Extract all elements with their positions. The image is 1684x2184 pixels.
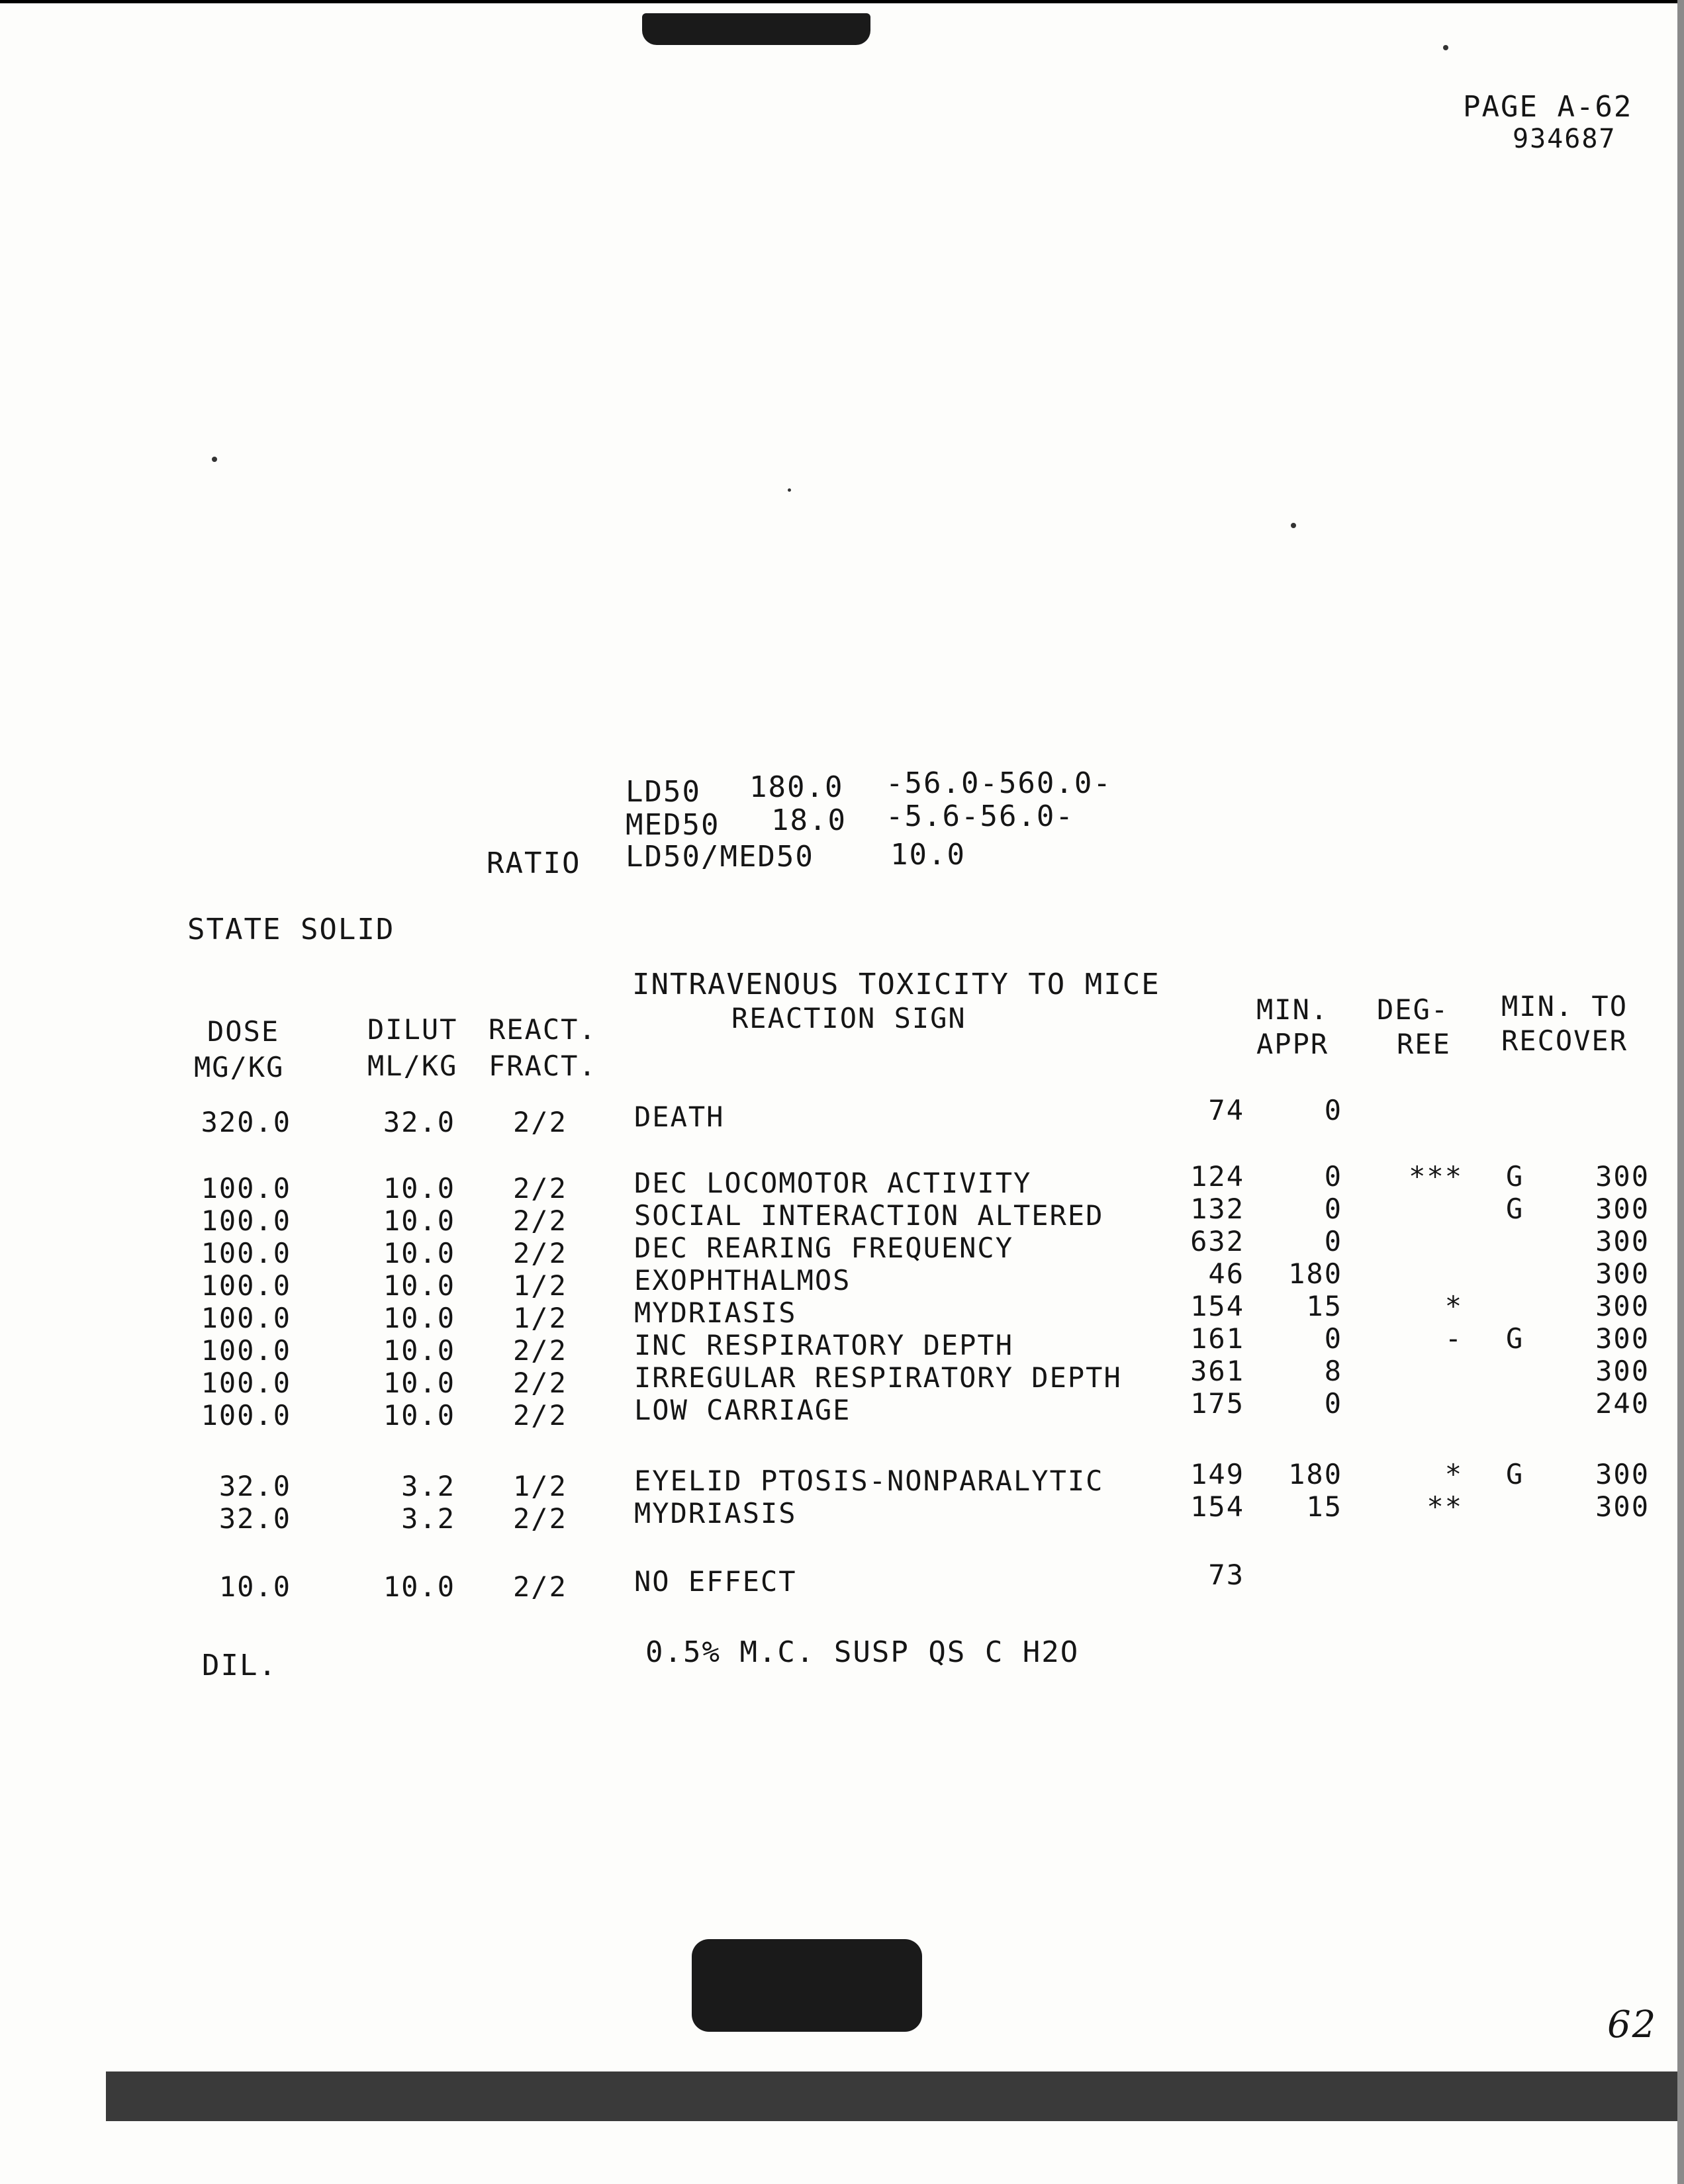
ld50-label: LD50	[626, 775, 701, 809]
cell-min-appr: 0	[1324, 1193, 1342, 1225]
cell-sign-code: 632	[1190, 1225, 1244, 1257]
cell-dilut: 10.0	[383, 1302, 455, 1334]
cell-degree: -	[1444, 1322, 1463, 1355]
header-dilut: DILUT	[367, 1013, 458, 1046]
ld50-range: -56.0-560.0-	[886, 766, 1112, 800]
header-reaction-sign: REACTION SIGN	[731, 1002, 966, 1034]
cell-fraction: 2/2	[513, 1367, 567, 1399]
ratio-value: 10.0	[890, 838, 966, 872]
cell-dose: 100.0	[201, 1269, 291, 1302]
cell-sign-code: 46	[1208, 1257, 1244, 1290]
cell-grade: G	[1506, 1160, 1524, 1193]
cell-min-appr: 0	[1324, 1160, 1342, 1193]
cell-dilut: 10.0	[383, 1334, 455, 1367]
header-min-to: MIN. TO	[1501, 990, 1628, 1023]
cell-dilut: 3.2	[401, 1502, 455, 1535]
cell-reaction-sign: MYDRIASIS	[634, 1497, 797, 1529]
cell-dose: 100.0	[201, 1237, 291, 1269]
right-scan-edge	[1677, 0, 1684, 2184]
page-label: PAGE A-62	[1463, 90, 1633, 124]
cell-sign-code: 175	[1190, 1387, 1244, 1420]
cell-reaction-sign: DEATH	[634, 1101, 725, 1133]
cell-min-recover: 300	[1595, 1225, 1650, 1257]
cell-min-recover: 300	[1595, 1290, 1650, 1322]
ratio-expression: LD50/MED50	[626, 840, 814, 874]
cell-min-recover: 300	[1595, 1458, 1650, 1490]
handwritten-page-number: 62	[1607, 2003, 1658, 2046]
cell-dose: 10.0	[218, 1570, 291, 1603]
header-fract: FRACT.	[489, 1050, 597, 1082]
top-scan-edge	[0, 0, 1684, 3]
dil-value: 0.5% M.C. SUSP QS C H2O	[645, 1635, 1080, 1669]
cell-grade: G	[1506, 1458, 1524, 1490]
cell-dilut: 10.0	[383, 1399, 455, 1432]
cell-degree: *	[1444, 1290, 1463, 1322]
cell-min-appr: 8	[1324, 1355, 1342, 1387]
cell-dilut: 10.0	[383, 1205, 455, 1237]
cell-sign-code: 124	[1190, 1160, 1244, 1193]
cell-min-appr: 180	[1288, 1458, 1342, 1490]
cell-min-appr: 0	[1324, 1225, 1342, 1257]
cell-dose: 100.0	[201, 1399, 291, 1432]
cell-dose: 100.0	[201, 1302, 291, 1334]
cell-min-appr: 0	[1324, 1322, 1342, 1355]
cell-fraction: 1/2	[513, 1302, 567, 1334]
cell-dose: 320.0	[201, 1106, 291, 1138]
cell-sign-code: 361	[1190, 1355, 1244, 1387]
cell-degree: *	[1444, 1458, 1463, 1490]
cell-sign-code: 161	[1190, 1322, 1244, 1355]
cell-degree: **	[1427, 1490, 1463, 1523]
ld50-value: 180.0	[749, 770, 844, 804]
cell-fraction: 2/2	[513, 1106, 567, 1138]
cell-min-appr: 15	[1306, 1490, 1342, 1523]
med50-value: 18.0	[771, 803, 847, 837]
speck	[1443, 45, 1448, 50]
cell-min-recover: 300	[1595, 1355, 1650, 1387]
cell-dose: 100.0	[201, 1367, 291, 1399]
dil-label: DIL.	[202, 1649, 277, 1682]
cell-min-appr: 180	[1288, 1257, 1342, 1290]
cell-min-appr: 15	[1306, 1290, 1342, 1322]
cell-reaction-sign: INC RESPIRATORY DEPTH	[634, 1329, 1014, 1361]
cell-sign-code: 149	[1190, 1458, 1244, 1490]
cell-min-recover: 300	[1595, 1490, 1650, 1523]
cell-reaction-sign: IRREGULAR RESPIRATORY DEPTH	[634, 1361, 1122, 1394]
state: STATE SOLID	[187, 913, 395, 946]
cell-dilut: 32.0	[383, 1106, 455, 1138]
med50-range: -5.6-56.0-	[886, 799, 1074, 833]
cell-min-recover: 300	[1595, 1322, 1650, 1355]
cell-dilut: 10.0	[383, 1237, 455, 1269]
header-recover: RECOVER	[1501, 1024, 1628, 1057]
cell-reaction-sign: DEC REARING FREQUENCY	[634, 1232, 1014, 1264]
cell-degree: ***	[1409, 1160, 1463, 1193]
speck	[788, 488, 791, 492]
cell-dose: 100.0	[201, 1172, 291, 1205]
cell-sign-code: 132	[1190, 1193, 1244, 1225]
cell-reaction-sign: NO EFFECT	[634, 1565, 797, 1598]
ratio-label: RATIO	[487, 846, 581, 880]
cell-grade: G	[1506, 1193, 1524, 1225]
cell-min-recover: 240	[1595, 1387, 1650, 1420]
cell-reaction-sign: LOW CARRIAGE	[634, 1394, 851, 1426]
cell-grade: G	[1506, 1322, 1524, 1355]
cell-reaction-sign: MYDRIASIS	[634, 1297, 797, 1329]
cell-fraction: 2/2	[513, 1334, 567, 1367]
header-dose-unit: MG/KG	[194, 1051, 285, 1083]
cell-min-recover: 300	[1595, 1160, 1650, 1193]
cell-min-appr: 0	[1324, 1387, 1342, 1420]
cell-fraction: 2/2	[513, 1172, 567, 1205]
cell-fraction: 1/2	[513, 1470, 567, 1502]
cell-fraction: 2/2	[513, 1570, 567, 1603]
cell-reaction-sign: SOCIAL INTERACTION ALTERED	[634, 1199, 1104, 1232]
cell-dilut: 10.0	[383, 1172, 455, 1205]
cell-dose: 32.0	[218, 1470, 291, 1502]
cell-dilut: 10.0	[383, 1367, 455, 1399]
header-dilut-unit: ML/KG	[367, 1050, 458, 1082]
header-ree: REE	[1397, 1028, 1451, 1060]
doc-number: 934687	[1513, 124, 1616, 154]
cell-fraction: 2/2	[513, 1399, 567, 1432]
cell-fraction: 2/2	[513, 1502, 567, 1535]
cell-sign-code: 73	[1208, 1559, 1244, 1591]
speck	[212, 457, 217, 462]
cell-dilut: 3.2	[401, 1470, 455, 1502]
header-dose: DOSE	[207, 1015, 280, 1048]
speck	[1291, 523, 1296, 528]
header-appr: APPR	[1256, 1028, 1329, 1060]
cell-dose: 32.0	[218, 1502, 291, 1535]
cell-dose: 100.0	[201, 1334, 291, 1367]
top-redaction-blot	[642, 13, 870, 45]
header-degree: DEG-	[1377, 993, 1450, 1026]
cell-fraction: 2/2	[513, 1205, 567, 1237]
cell-min-recover: 300	[1595, 1193, 1650, 1225]
cell-sign-code: 154	[1190, 1490, 1244, 1523]
header-min-appr: MIN.	[1256, 993, 1329, 1026]
cell-reaction-sign: EYELID PTOSIS-NONPARALYTIC	[634, 1465, 1104, 1497]
header-react: REACT.	[489, 1013, 597, 1046]
cell-dose: 100.0	[201, 1205, 291, 1237]
med50-label: MED50	[626, 808, 720, 842]
cell-dilut: 10.0	[383, 1570, 455, 1603]
cell-min-recover: 300	[1595, 1257, 1650, 1290]
cell-sign-code: 154	[1190, 1290, 1244, 1322]
cell-fraction: 1/2	[513, 1269, 567, 1302]
bottom-scan-bar	[106, 2071, 1684, 2121]
cell-reaction-sign: EXOPHTHALMOS	[634, 1264, 851, 1297]
cell-min-appr: 0	[1324, 1094, 1342, 1126]
table-title: INTRAVENOUS TOXICITY TO MICE	[632, 968, 1160, 1001]
bottom-redaction-blot	[692, 1939, 922, 2032]
cell-fraction: 2/2	[513, 1237, 567, 1269]
cell-reaction-sign: DEC LOCOMOTOR ACTIVITY	[634, 1167, 1032, 1199]
cell-sign-code: 74	[1208, 1094, 1244, 1126]
cell-dilut: 10.0	[383, 1269, 455, 1302]
